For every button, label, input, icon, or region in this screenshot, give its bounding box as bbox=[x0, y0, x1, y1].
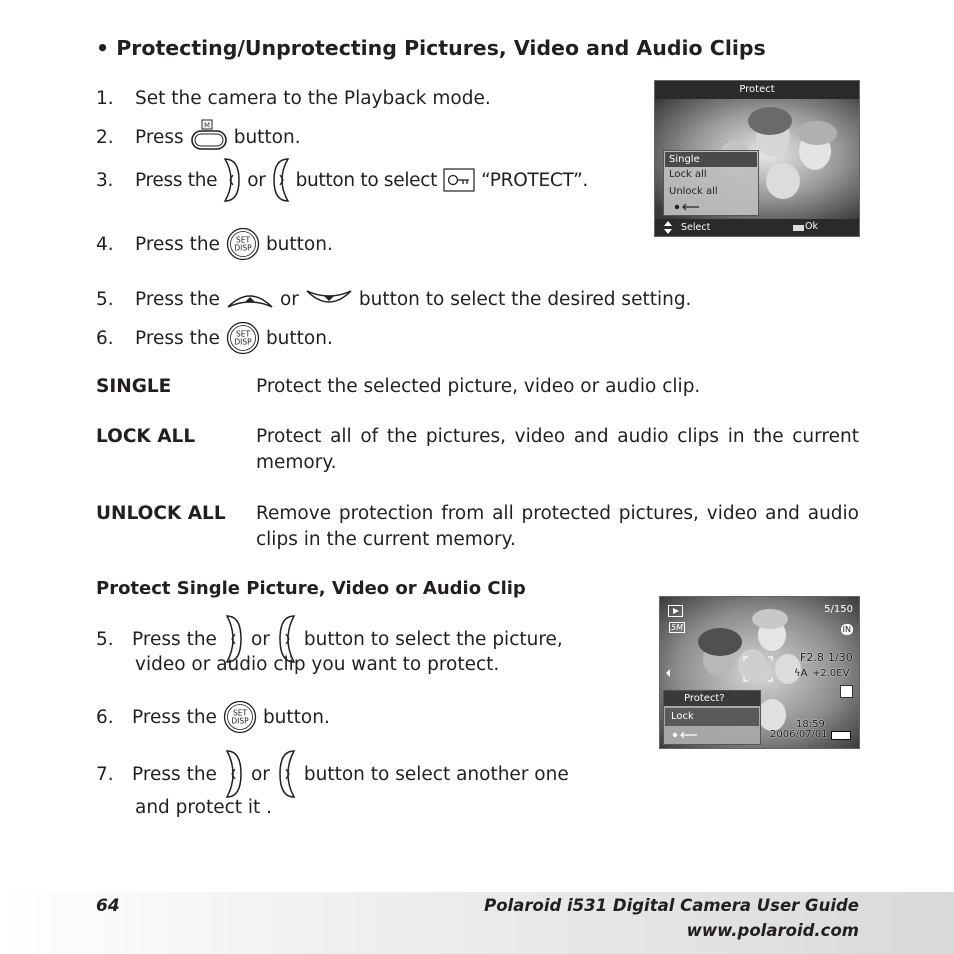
step-4: 4. Press the SET DISP button. bbox=[96, 226, 333, 262]
up-down-arrows-icon bbox=[663, 221, 673, 234]
back-icon[interactable] bbox=[674, 202, 702, 212]
down-button-icon bbox=[305, 287, 353, 311]
set-disp-button-icon bbox=[223, 700, 257, 734]
protect-menu-title: Protect bbox=[739, 84, 775, 95]
resolution-badge: 5M bbox=[671, 623, 683, 632]
set-key-icon bbox=[793, 225, 804, 231]
menu-item-single[interactable]: Single bbox=[665, 152, 757, 167]
step-b5-line2: video or audio clip you want to protect. bbox=[135, 654, 500, 675]
internal-memory-badge: IN bbox=[842, 625, 851, 634]
term-unlock-all: UNLOCK ALL bbox=[96, 503, 226, 524]
step-6: 6. Press the SET DISP button. bbox=[96, 320, 333, 356]
definition-single: Protect the selected picture, video or audio clip. bbox=[256, 376, 701, 397]
step-b7: 7. Press the or button to select another one bbox=[96, 749, 569, 799]
up-button-icon bbox=[226, 287, 274, 311]
left-button-icon bbox=[221, 157, 243, 203]
disp-label: DISP bbox=[234, 243, 252, 253]
page-number: 64 bbox=[96, 896, 120, 916]
iso-icon bbox=[840, 685, 853, 698]
disp-label: DISP bbox=[231, 716, 249, 726]
term-single: SINGLE bbox=[96, 376, 172, 397]
ok-hint: Ok bbox=[805, 221, 818, 232]
section-subheading: Protect Single Picture, Video or Audio Clip bbox=[96, 578, 526, 599]
capture-date: 2006/07/01 bbox=[770, 729, 828, 740]
set-label: SET bbox=[235, 235, 250, 245]
mode-button-label: M bbox=[203, 121, 210, 130]
previous-arrow-icon[interactable] bbox=[665, 669, 671, 677]
right-button-icon bbox=[270, 157, 292, 203]
set-disp-button-icon bbox=[226, 321, 260, 355]
battery-icon bbox=[831, 731, 851, 740]
image-counter: 5/150 bbox=[824, 604, 853, 615]
step-3: 3. Press the or button to select “PROTECT”. bbox=[96, 158, 588, 202]
disp-label: DISP bbox=[234, 337, 252, 347]
protect-menu-list bbox=[663, 150, 759, 216]
protect-prompt-dialog bbox=[663, 690, 761, 745]
exposure-value: +2.0EV bbox=[812, 668, 850, 679]
left-button-icon bbox=[223, 749, 245, 799]
step-b5: 5. Press the or button to select the picture, bbox=[96, 614, 563, 664]
protect-menu-screenshot bbox=[654, 80, 860, 237]
set-disp-button-icon bbox=[226, 227, 260, 261]
set-label: SET bbox=[235, 329, 250, 339]
step-b7-line2: and protect it . bbox=[135, 797, 273, 818]
protect-prompt-title: Protect? bbox=[664, 691, 760, 706]
term-lock-all: LOCK ALL bbox=[96, 426, 196, 447]
step-5: 5. Press the or button to select the desired setting. bbox=[96, 288, 692, 310]
set-label: SET bbox=[232, 708, 247, 718]
menu-item-lock-all[interactable]: Lock all bbox=[669, 169, 707, 180]
definition-unlock-all: Remove protection from all protected pictures, video and audio clips in the current memory. bbox=[256, 503, 859, 550]
lock-option[interactable]: Lock bbox=[665, 708, 759, 726]
back-icon[interactable] bbox=[672, 730, 700, 740]
step-1: 1. Set the camera to the Playback mode. bbox=[96, 88, 491, 109]
aperture-value: F2.8 bbox=[800, 651, 824, 664]
step-2: 2. Press M button. bbox=[96, 117, 301, 157]
capture-time: 18:59 bbox=[796, 719, 825, 730]
protect-single-screenshot bbox=[659, 596, 860, 749]
flash-auto-icon: ϟA bbox=[794, 668, 808, 679]
protect-key-icon bbox=[443, 168, 475, 192]
right-button-icon bbox=[276, 749, 298, 799]
select-hint: Select bbox=[681, 222, 711, 233]
menu-item-unlock-all[interactable]: Unlock all bbox=[669, 186, 718, 197]
shutter-value: 1/30 bbox=[828, 651, 853, 664]
mode-button-icon bbox=[190, 118, 228, 156]
step-b6: 6. Press the SET DISP button. bbox=[96, 699, 330, 735]
footer-url[interactable]: www.polaroid.com bbox=[686, 921, 859, 940]
playback-mode-icon bbox=[668, 605, 683, 617]
definition-lock-all: Protect all of the pictures, video and audio clips in the current memory. bbox=[256, 426, 859, 473]
page-heading: • Protecting/Unprotecting Pictures, Video and Audio Clips bbox=[96, 36, 766, 60]
footer-guide-title: Polaroid i531 Digital Camera User Guide bbox=[484, 896, 859, 915]
